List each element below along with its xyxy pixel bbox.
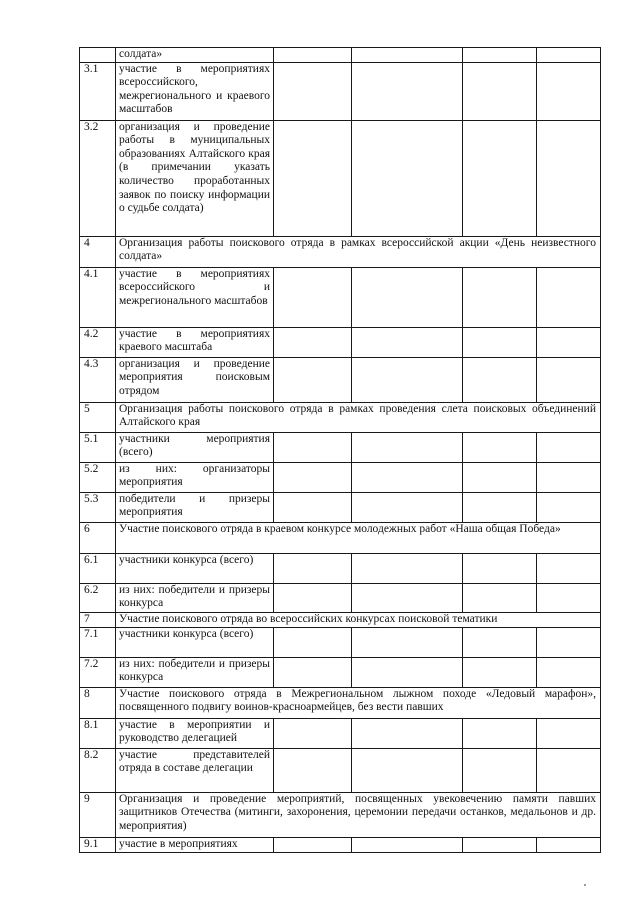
value-cell xyxy=(352,120,463,236)
row-number: 6 xyxy=(80,522,116,553)
value-cell xyxy=(352,583,463,612)
table-row xyxy=(80,492,601,522)
indicator-label: победители и призеры мероприятия xyxy=(116,492,274,522)
table-row xyxy=(80,837,601,852)
value-cell xyxy=(274,553,352,583)
value-cell xyxy=(463,120,537,236)
indicator-label: участие в мероприятиях всероссийского и межрегионального масштабов xyxy=(116,267,274,327)
indicator-label: участники конкурса (всего) xyxy=(116,627,274,657)
value-cell xyxy=(537,62,601,120)
value-cell xyxy=(463,748,537,792)
table-row xyxy=(80,432,601,462)
indicator-label: из них: победители и призеры конкурса xyxy=(116,657,274,687)
indicator-label: участники мероприятия (всего) xyxy=(116,432,274,462)
row-number: 4 xyxy=(80,236,116,267)
value-cell xyxy=(463,462,537,492)
value-cell xyxy=(274,267,352,327)
table-row xyxy=(80,583,601,612)
row-number: 3.2 xyxy=(80,120,116,236)
value-cell xyxy=(274,357,352,402)
value-cell xyxy=(537,267,601,327)
section-row xyxy=(80,522,601,553)
row-number xyxy=(80,48,116,63)
section-title: Участие поискового отряда в Межрегиональном лыжном походе «Ледовый марафон», посвященного подвигу воинов-красноармейцев, без вести павших xyxy=(116,687,601,718)
table-row xyxy=(80,62,601,120)
value-cell xyxy=(274,583,352,612)
value-cell xyxy=(537,462,601,492)
row-number: 7.1 xyxy=(80,627,116,657)
value-cell xyxy=(463,492,537,522)
table-row xyxy=(80,462,601,492)
section-title: Организация работы поискового отряда в рамках всероссийской акции «День неизвестного солдата» xyxy=(116,236,601,267)
value-cell xyxy=(274,48,352,63)
value-cell xyxy=(274,837,352,852)
row-number: 5 xyxy=(80,402,116,432)
value-cell xyxy=(352,748,463,792)
value-cell xyxy=(463,837,537,852)
indicator-label: участие в мероприятиях всероссийского, межрегионального и краевого масштабов xyxy=(116,62,274,120)
value-cell xyxy=(463,627,537,657)
value-cell xyxy=(463,432,537,462)
row-number: 6.2 xyxy=(80,583,116,612)
value-cell xyxy=(274,657,352,687)
row-number: 5.1 xyxy=(80,432,116,462)
value-cell xyxy=(537,718,601,748)
value-cell xyxy=(352,267,463,327)
value-cell xyxy=(274,627,352,657)
value-cell xyxy=(463,583,537,612)
report-table xyxy=(79,47,601,853)
value-cell xyxy=(274,748,352,792)
section-title: Участие поискового отряда во всероссийских конкурсах поисковой тематики xyxy=(116,612,601,627)
section-title: Организация и проведение мероприятий, посвященных увековечению памяти павших защитников Отечества (митинги, захоронения, церемонии передачи останков, медальонов и др. мероприятия) xyxy=(116,792,601,837)
table-row xyxy=(80,267,601,327)
value-cell xyxy=(463,48,537,63)
report-table-body xyxy=(80,48,601,853)
table-row xyxy=(80,657,601,687)
row-number: 9.1 xyxy=(80,837,116,852)
value-cell xyxy=(537,627,601,657)
section-row xyxy=(80,687,601,718)
row-number: 5.2 xyxy=(80,462,116,492)
value-cell xyxy=(537,327,601,357)
value-cell xyxy=(274,462,352,492)
scan-speck xyxy=(584,884,586,886)
section-row xyxy=(80,792,601,837)
value-cell xyxy=(537,492,601,522)
indicator-label: участие в мероприятиях xyxy=(116,837,274,852)
value-cell xyxy=(352,462,463,492)
row-number: 8.2 xyxy=(80,748,116,792)
value-cell xyxy=(463,267,537,327)
value-cell xyxy=(274,432,352,462)
row-number: 8.1 xyxy=(80,718,116,748)
value-cell xyxy=(537,357,601,402)
indicator-label: из них: организаторы мероприятия xyxy=(116,462,274,492)
table-row xyxy=(80,553,601,583)
value-cell xyxy=(537,657,601,687)
value-cell xyxy=(463,553,537,583)
value-cell xyxy=(352,627,463,657)
table-row xyxy=(80,718,601,748)
value-cell xyxy=(352,553,463,583)
row-number: 3.1 xyxy=(80,62,116,120)
value-cell xyxy=(352,62,463,120)
value-cell xyxy=(352,48,463,63)
indicator-label: организация и проведение работы в муниципальных образованиях Алтайского края (в примечании указать количество проработанных заявок по поиску информации о судьбе солдата) xyxy=(116,120,274,236)
value-cell xyxy=(463,718,537,748)
value-cell xyxy=(537,432,601,462)
table-row xyxy=(80,357,601,402)
table-row xyxy=(80,748,601,792)
row-number: 9 xyxy=(80,792,116,837)
value-cell xyxy=(352,357,463,402)
row-number: 8 xyxy=(80,687,116,718)
value-cell xyxy=(352,432,463,462)
value-cell xyxy=(537,553,601,583)
indicator-label: солдата» xyxy=(116,48,274,63)
table-row xyxy=(80,327,601,357)
value-cell xyxy=(274,718,352,748)
value-cell xyxy=(352,492,463,522)
value-cell xyxy=(463,327,537,357)
value-cell xyxy=(463,357,537,402)
value-cell xyxy=(537,48,601,63)
row-number: 4.1 xyxy=(80,267,116,327)
row-number: 7.2 xyxy=(80,657,116,687)
value-cell xyxy=(463,62,537,120)
table-row xyxy=(80,120,601,236)
indicator-label: участие представителей отряда в составе делегации xyxy=(116,748,274,792)
section-row xyxy=(80,402,601,432)
value-cell xyxy=(537,837,601,852)
value-cell xyxy=(537,583,601,612)
row-number: 4.3 xyxy=(80,357,116,402)
row-number: 7 xyxy=(80,612,116,627)
value-cell xyxy=(537,120,601,236)
value-cell xyxy=(352,657,463,687)
table-row xyxy=(80,627,601,657)
indicator-label: участие в мероприятии и руководство делегацией xyxy=(116,718,274,748)
row-number: 4.2 xyxy=(80,327,116,357)
indicator-label: участие в мероприятиях краевого масштаба xyxy=(116,327,274,357)
section-title: Участие поискового отряда в краевом конкурсе молодежных работ «Наша общая Победа» xyxy=(116,522,601,553)
indicator-label: из них: победители и призеры конкурса xyxy=(116,583,274,612)
section-title: Организация работы поискового отряда в рамках проведения слета поисковых объединений Алтайского края xyxy=(116,402,601,432)
value-cell xyxy=(274,492,352,522)
value-cell xyxy=(274,62,352,120)
row-number: 5.3 xyxy=(80,492,116,522)
value-cell xyxy=(463,657,537,687)
value-cell xyxy=(274,120,352,236)
row-number: 6.1 xyxy=(80,553,116,583)
section-row xyxy=(80,236,601,267)
table-row xyxy=(80,48,601,63)
section-row xyxy=(80,612,601,627)
value-cell xyxy=(537,748,601,792)
indicator-label: участники конкурса (всего) xyxy=(116,553,274,583)
value-cell xyxy=(352,327,463,357)
indicator-label: организация и проведение мероприятия поисковым отрядом xyxy=(116,357,274,402)
value-cell xyxy=(352,718,463,748)
value-cell xyxy=(274,327,352,357)
value-cell xyxy=(352,837,463,852)
